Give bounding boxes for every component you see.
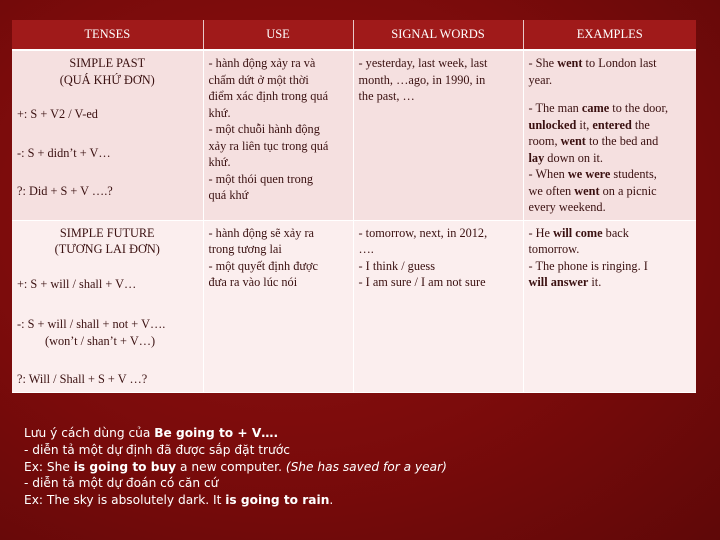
- example-future-2-cont: will answer it.: [528, 275, 602, 289]
- signal-future-line: - I am sure / I am not sure: [358, 275, 486, 289]
- signal-cell-future: [353, 220, 523, 392]
- tense-name-future-vi: (TƯƠNG LAI ĐƠN): [54, 242, 160, 256]
- signal-past-line: - yesterday, last week, last: [358, 56, 488, 70]
- note-be-going-to: [24, 425, 704, 509]
- signal-future-line: ….: [358, 242, 374, 256]
- formula-future-negative-short: (won’t / shan’t + V…): [45, 333, 156, 348]
- example-past-3: - When we were students,: [528, 167, 657, 181]
- use-past-line: điểm xác định trong quá: [208, 89, 329, 103]
- tense-name-future: SIMPLE FUTURE: [59, 225, 155, 240]
- formula-past-affirmative: +: S + V2 / V-ed: [17, 107, 98, 121]
- example-future-2: - The phone is ringing. I: [528, 258, 648, 273]
- example-past-3-cont: we often went on a picnic: [528, 183, 657, 198]
- note-use-1: - diễn tả một dự định đã được sắp đặt trước: [24, 442, 290, 457]
- use-past-line: khứ.: [208, 105, 231, 120]
- formula-future-negative: -: S + will / shall + not + V….: [17, 317, 166, 331]
- tense-cell-past: [12, 50, 203, 220]
- note-title: Lưu ý cách dùng của Be going to + V….: [24, 426, 279, 440]
- example-future-1-cont: tomorrow.: [528, 242, 580, 256]
- table-row-simple-past: [12, 50, 696, 220]
- tense-cell-future: [12, 220, 203, 392]
- use-future-line: đưa ra vào lúc nói: [208, 275, 298, 289]
- example-past-1: - She went to London last: [528, 56, 657, 70]
- example-past-1-cont: year.: [528, 72, 553, 87]
- table-row-simple-future: [12, 220, 696, 392]
- signal-past-line: month, …ago, in 1990, in: [358, 72, 486, 87]
- example-past-2: - The man came to the door,: [528, 101, 669, 115]
- example-future-1: - He will come back: [528, 225, 629, 240]
- tenses-table: [12, 20, 696, 393]
- formula-past-negative: -: S + didn’t + V…: [17, 145, 111, 160]
- use-past-line: - một thói quen trong: [208, 171, 314, 186]
- use-past-line: quá khứ: [208, 188, 249, 202]
- examples-cell-past: [523, 50, 696, 220]
- use-future-line: trong tương lai: [208, 242, 282, 256]
- use-future-line: - hành động sẽ xảy ra: [208, 225, 315, 240]
- signal-future-line: - I think / guess: [358, 258, 436, 273]
- use-past-line: khứ.: [208, 155, 231, 169]
- formula-future-affirmative: +: S + will / shall + V…: [17, 276, 137, 291]
- use-cell-future: [203, 220, 353, 392]
- formula-future-question: ?: Will / Shall + S + V …?: [17, 372, 148, 386]
- example-past-2-cont: lay down on it.: [528, 150, 603, 165]
- use-past-line: chấm dứt ở một thời: [208, 72, 309, 87]
- tense-name-past: SIMPLE PAST: [69, 56, 146, 70]
- signal-past-line: the past, …: [358, 89, 415, 103]
- note-example-1: Ex: She is going to buy a new computer. (She has saved for a year): [24, 459, 447, 474]
- table-header-row: [12, 20, 696, 50]
- use-cell-past: [203, 50, 353, 220]
- header-examples: EXAMPLES: [523, 20, 696, 50]
- example-past-2-cont: unlocked it, entered the: [528, 117, 650, 132]
- header-signal-words: SIGNAL WORDS: [353, 20, 523, 50]
- example-past-2-cont: room, went to the bed and: [528, 134, 659, 148]
- tense-name-past-vi: (QUÁ KHỨ ĐƠN): [59, 72, 155, 87]
- example-past-3-cont: every weekend.: [528, 200, 606, 214]
- note-use-2: - diễn tả một dự đoán có căn cứ: [24, 476, 219, 491]
- use-past-line: xảy ra liên tục trong quá: [208, 138, 329, 153]
- use-future-line: - một quyết định được: [208, 258, 318, 273]
- signal-future-line: - tomorrow, next, in 2012,: [358, 225, 488, 240]
- formula-past-question: ?: Did + S + V ….?: [17, 184, 113, 198]
- note-example-2: Ex: The sky is absolutely dark. It is going to rain.: [24, 493, 334, 508]
- signal-cell-past: [353, 50, 523, 220]
- header-use: USE: [203, 20, 353, 50]
- use-past-line: - một chuỗi hành động: [208, 122, 320, 136]
- use-past-line: - hành động xảy ra và: [208, 56, 316, 70]
- header-tenses: TENSES: [12, 20, 203, 50]
- examples-cell-future: [523, 220, 696, 392]
